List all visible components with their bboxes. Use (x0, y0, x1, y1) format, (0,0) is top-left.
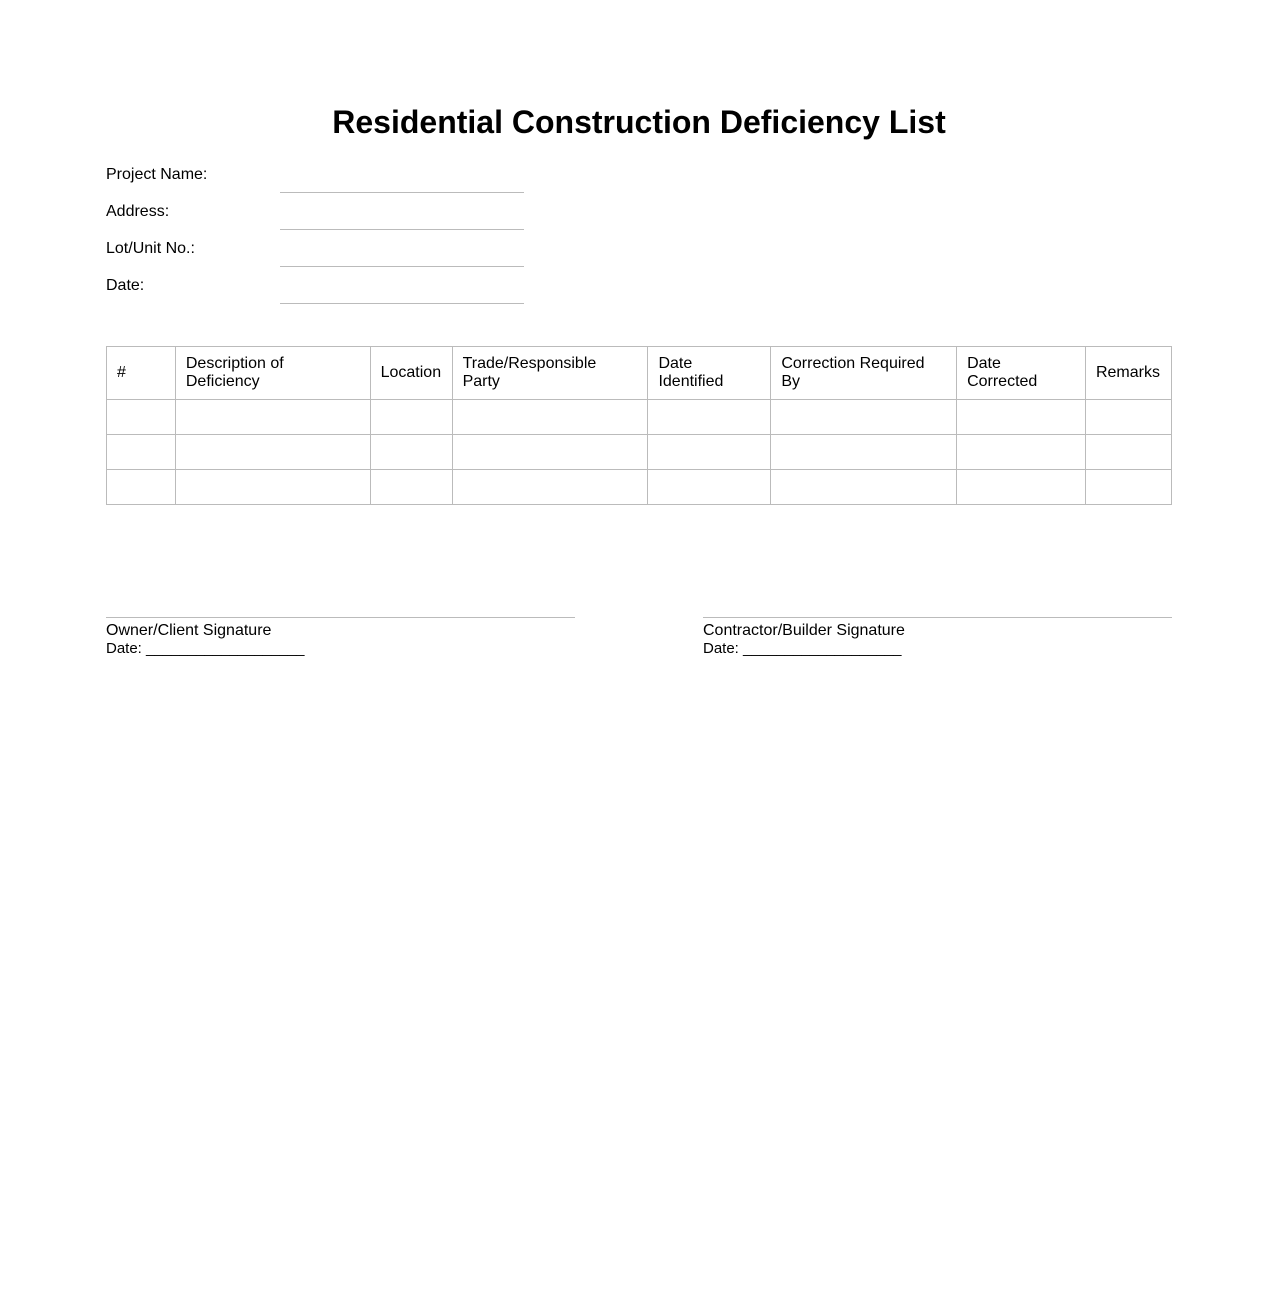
table-cell[interactable] (452, 400, 648, 435)
table-row (107, 470, 1172, 505)
table-cell[interactable] (107, 470, 176, 505)
table-cell[interactable] (370, 400, 452, 435)
field-input-line[interactable] (280, 192, 524, 193)
signature-date: Date: ___________________ (106, 640, 305, 657)
table-cell[interactable] (771, 470, 957, 505)
table-cell[interactable] (1085, 400, 1171, 435)
table-cell[interactable] (957, 470, 1086, 505)
header-location: Location (370, 347, 452, 400)
table-cell[interactable] (175, 400, 370, 435)
header-remarks: Remarks (1085, 347, 1171, 400)
contractor-signature-block[interactable] (703, 617, 1172, 657)
address-field[interactable] (106, 203, 526, 240)
signature-date: Date: ___________________ (703, 640, 902, 657)
table-cell[interactable] (771, 435, 957, 470)
table-cell[interactable] (1085, 470, 1171, 505)
field-input-line[interactable] (280, 303, 524, 304)
field-input-line[interactable] (280, 266, 524, 267)
table-cell[interactable] (771, 400, 957, 435)
field-label: Date: (106, 277, 145, 294)
field-label: Project Name: (106, 166, 208, 183)
table-row (107, 400, 1172, 435)
table-header-row (107, 347, 1172, 400)
field-label: Address: (106, 203, 170, 220)
table-cell[interactable] (957, 435, 1086, 470)
project-name-field[interactable] (106, 166, 526, 203)
table-cell[interactable] (957, 400, 1086, 435)
table-cell[interactable] (452, 470, 648, 505)
table-cell[interactable] (107, 435, 176, 470)
table-cell[interactable] (1085, 435, 1171, 470)
field-label: Lot/Unit No.: (106, 240, 195, 257)
table-cell[interactable] (452, 435, 648, 470)
header-correction-required-by: Correction Required By (771, 347, 957, 400)
table-cell[interactable] (648, 435, 771, 470)
page-title: Residential Construction Deficiency List (332, 104, 946, 140)
table-cell[interactable] (175, 470, 370, 505)
header-number: # (107, 347, 176, 400)
owner-signature-block[interactable] (106, 617, 575, 657)
header-date-corrected: Date Corrected (957, 347, 1086, 400)
table-cell[interactable] (370, 435, 452, 470)
header-description: Description of Deficiency (175, 347, 370, 400)
table-cell[interactable] (370, 470, 452, 505)
signature-label: Contractor/Builder Signature (703, 622, 905, 639)
header-trade: Trade/Responsible Party (452, 347, 648, 400)
table-cell[interactable] (107, 400, 176, 435)
table-row (107, 435, 1172, 470)
field-input-line[interactable] (280, 229, 524, 230)
header-date-identified: Date Identified (648, 347, 771, 400)
deficiency-table (106, 346, 1172, 505)
table-cell[interactable] (648, 400, 771, 435)
table-cell[interactable] (648, 470, 771, 505)
table-cell[interactable] (175, 435, 370, 470)
lot-unit-field[interactable] (106, 240, 526, 277)
date-field[interactable] (106, 277, 526, 314)
signature-label: Owner/Client Signature (106, 622, 272, 639)
